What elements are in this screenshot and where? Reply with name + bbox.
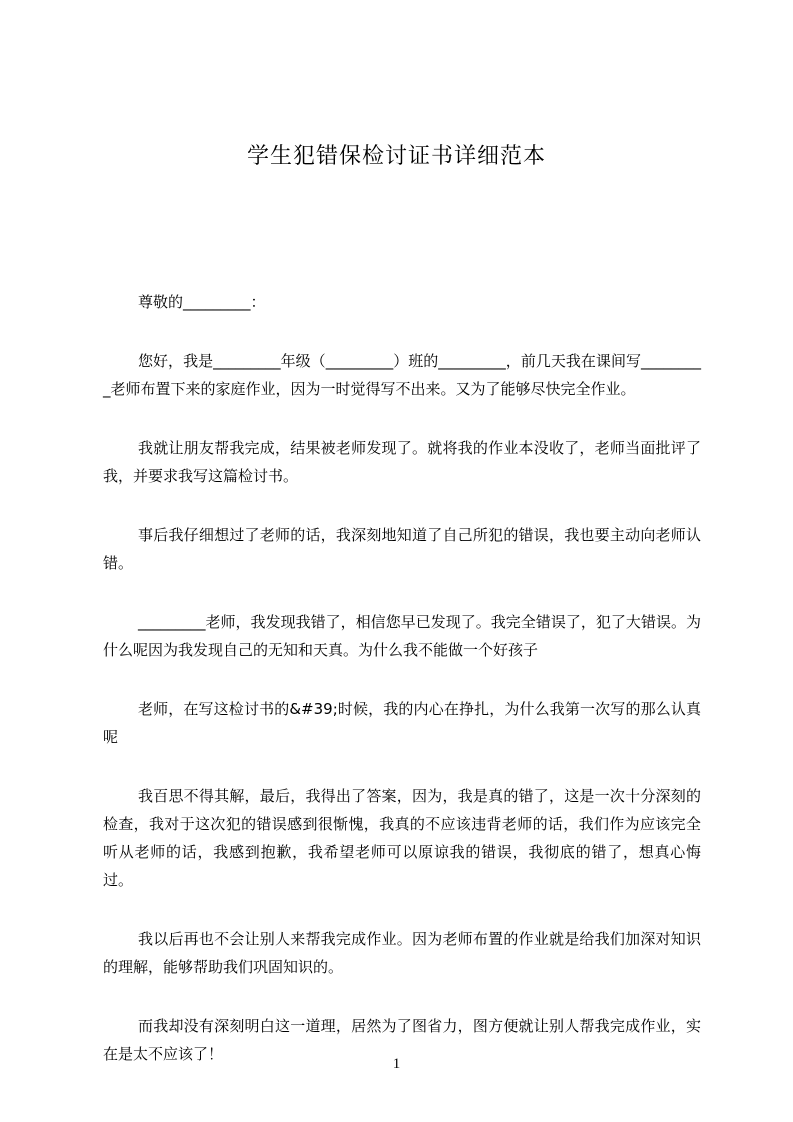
paragraph: 我就让朋友帮我完成，结果被老师发现了。就将我的作业本没收了，老师当面批评了我，并要求我写这篇检讨书。 (103, 439, 701, 485)
document-body (103, 288, 701, 1099)
paragraph: 老师，在写这检讨书的&#39;时候，我的内心在挣扎，为什么我第一次写的那么认真呢 (103, 700, 701, 746)
paragraph: 您好，我是_________年级（_________）班的_________，前几天我在课间写_________老师布置下来的家庭作业，因为一时觉得写不出来。又为了能够尽快完全作业。 (103, 352, 701, 398)
paragraph: 我百思不得其解，最后，我得出了答案，因为，我是真的错了，这是一次十分深刻的检查，我对于这次犯的错误感到很惭愧，我真的不应该违背老师的话，我们作为应该完全听从老师的话，我感到抱歉，我希望老师可以原谅我的错误，我彻底的错了，想真心悔过。 (103, 787, 701, 889)
page-title: 学生犯错保检讨证书详细范本 (246, 144, 546, 169)
paragraph: 事后我仔细想过了老师的话，我深刻地知道了自己所犯的错误，我也要主动向老师认错。 (103, 526, 701, 572)
paragraph: 而我却没有深刻明白这一道理，居然为了图省力，图方便就让别人帮我完成作业，实在是太不应该了！ (103, 1017, 701, 1063)
page-number: 1 (392, 1056, 401, 1072)
paragraph: _________老师，我发现我错了，相信您早已发现了。我完全错误了，犯了大错误。为什么呢因为我发现自己的无知和天真。为什么我不能做一个好孩子 (103, 613, 701, 659)
salutation: 尊敬的_________： (138, 293, 266, 311)
paragraph: 我以后再也不会让别人来帮我完成作业。因为老师布置的作业就是给我们加深对知识的理解，能够帮助我们巩固知识的。 (103, 930, 701, 976)
